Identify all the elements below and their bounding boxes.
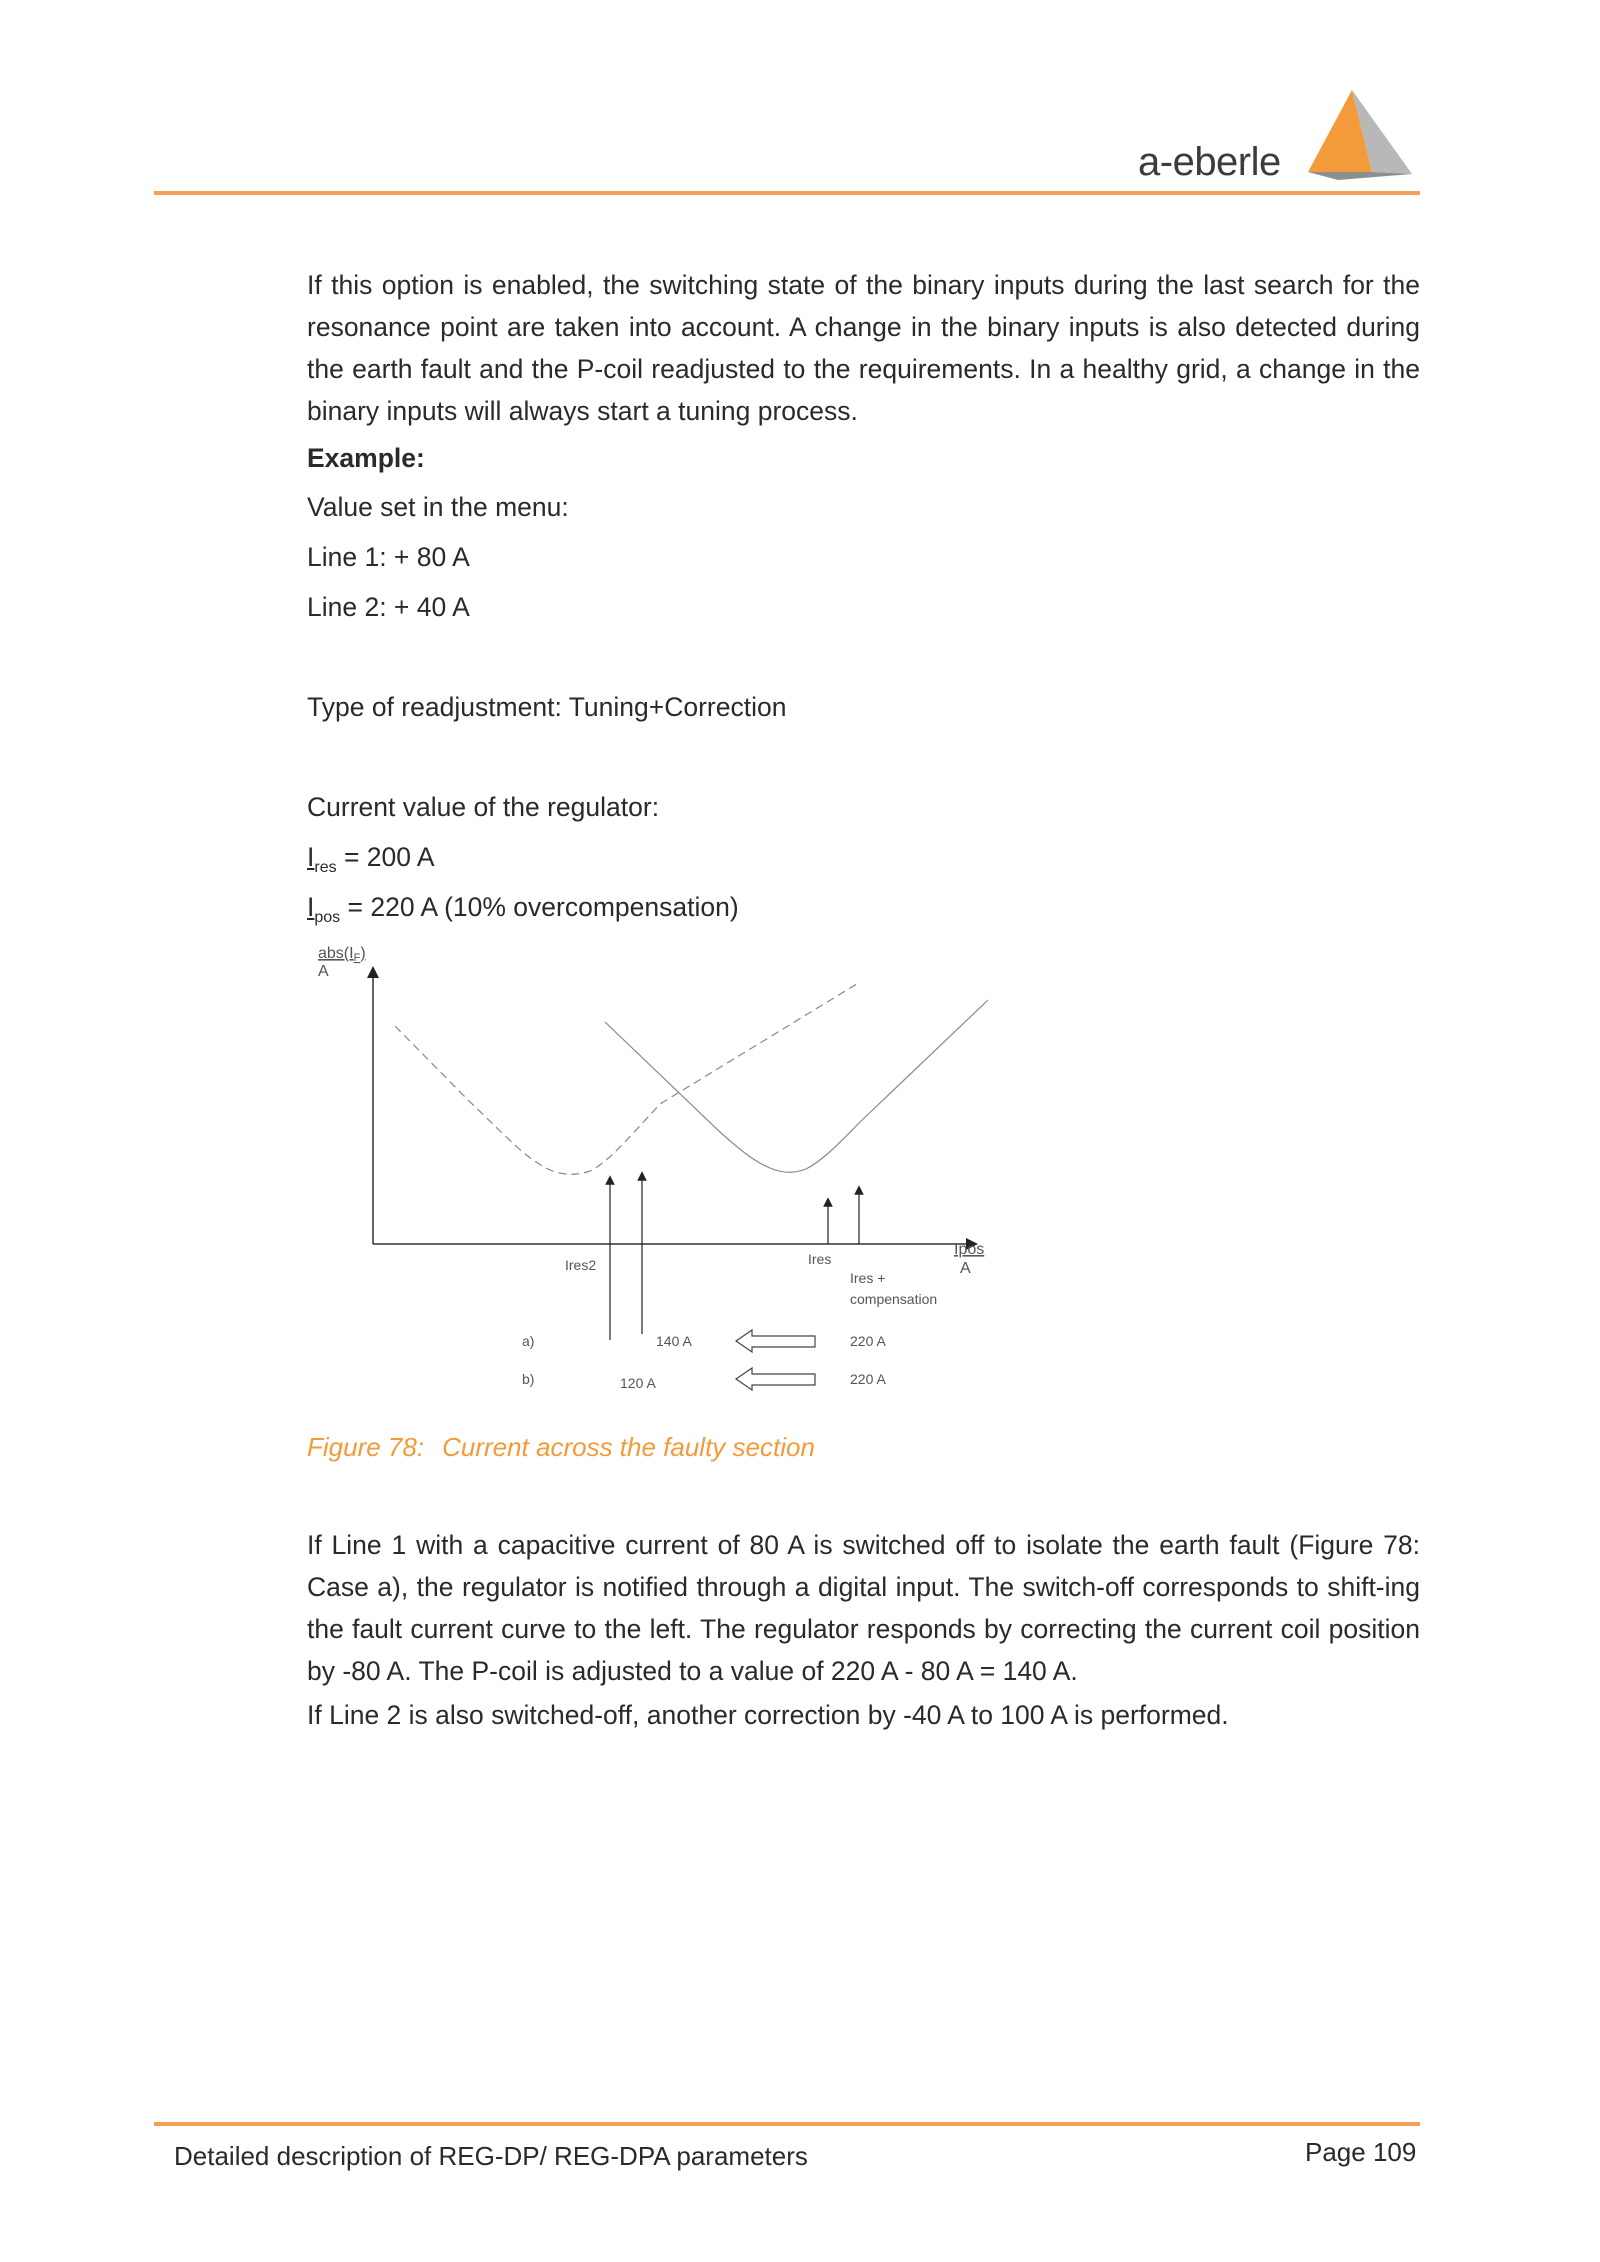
case-b-arrow: [736, 1368, 815, 1390]
case-a-label: a): [522, 1333, 535, 1349]
footer-title: Detailed description of REG-DP/ REG-DPA parameters: [174, 2141, 808, 2171]
y-axis-label: abs(IF): [318, 945, 366, 964]
label-ires-plus: Ires +: [850, 1270, 886, 1286]
figure-caption: Figure 78: Current across the faulty section: [307, 1432, 815, 1462]
logo-triangle-icon: [1308, 88, 1414, 184]
footer-rule: [154, 2122, 1420, 2126]
current-value-label: Current value of the regulator:: [307, 792, 660, 822]
example-heading: Example:: [307, 443, 425, 473]
label-ires: Ires: [808, 1251, 832, 1267]
intro-paragraph: If this option is enabled, the switching state of the binary inputs during the last search for the resonance point are taken into account. A change in the binary inputs is also detected during the earth fault and the P-coil readjusted to the requirements. In a healthy grid, a change in the binary inputs will always start a tuning process.: [307, 270, 1420, 426]
line1-value: Line 1: + 80 A: [307, 542, 470, 572]
case-a-from: 220 A: [850, 1333, 886, 1349]
case-a-arrow: [736, 1330, 815, 1352]
logo-text: a-eberle: [1138, 140, 1281, 184]
curve-original: [605, 1000, 988, 1172]
header-rule: [154, 191, 1420, 195]
readjustment-type: Type of readjustment: Tuning+Correction: [307, 692, 787, 722]
case-b-to: 120 A: [620, 1375, 656, 1391]
line2-switch-off-text: If Line 2 is also switched-off, another correction by -40 A to 100 A is performed.: [307, 1700, 1229, 1730]
curve-after-switch-off: [395, 982, 860, 1174]
case-b-from: 220 A: [850, 1371, 886, 1387]
case-b-label: b): [522, 1371, 535, 1387]
ires-value: $I_{res} = 200$ A: [307, 842, 435, 876]
value-set-label: Value set in the menu:: [307, 492, 569, 522]
fault-current-diagram: [300, 940, 1000, 1410]
explanation-paragraph: If Line 1 with a capacitive current of 80 A is switched off to isolate the earth fault (Figure 78: Case a), the regulator is notified through a digital input. The switch-off corresponds to shift-ing the fault current curve to the left. The regulator responds by correcting the current coil position by -80 A. The P-coil is adjusted to a value of 220 A - 80 A = 140 A.: [307, 1530, 1420, 1686]
x-axis-unit: A: [960, 1260, 971, 1277]
page-number: Page 109: [1305, 2137, 1417, 2167]
label-ires2: Ires2: [565, 1257, 597, 1273]
case-a-to: 140 A: [656, 1333, 692, 1349]
company-logo: [1138, 88, 1414, 184]
x-axis-label: Ipos: [954, 1241, 985, 1258]
label-compensation: compensation: [850, 1291, 938, 1307]
y-axis-unit: A: [318, 963, 329, 980]
line2-value: Line 2: + 40 A: [307, 592, 470, 622]
ipos-value: $I_{pos} = 220$ A (10% overcompensation): [307, 892, 739, 926]
